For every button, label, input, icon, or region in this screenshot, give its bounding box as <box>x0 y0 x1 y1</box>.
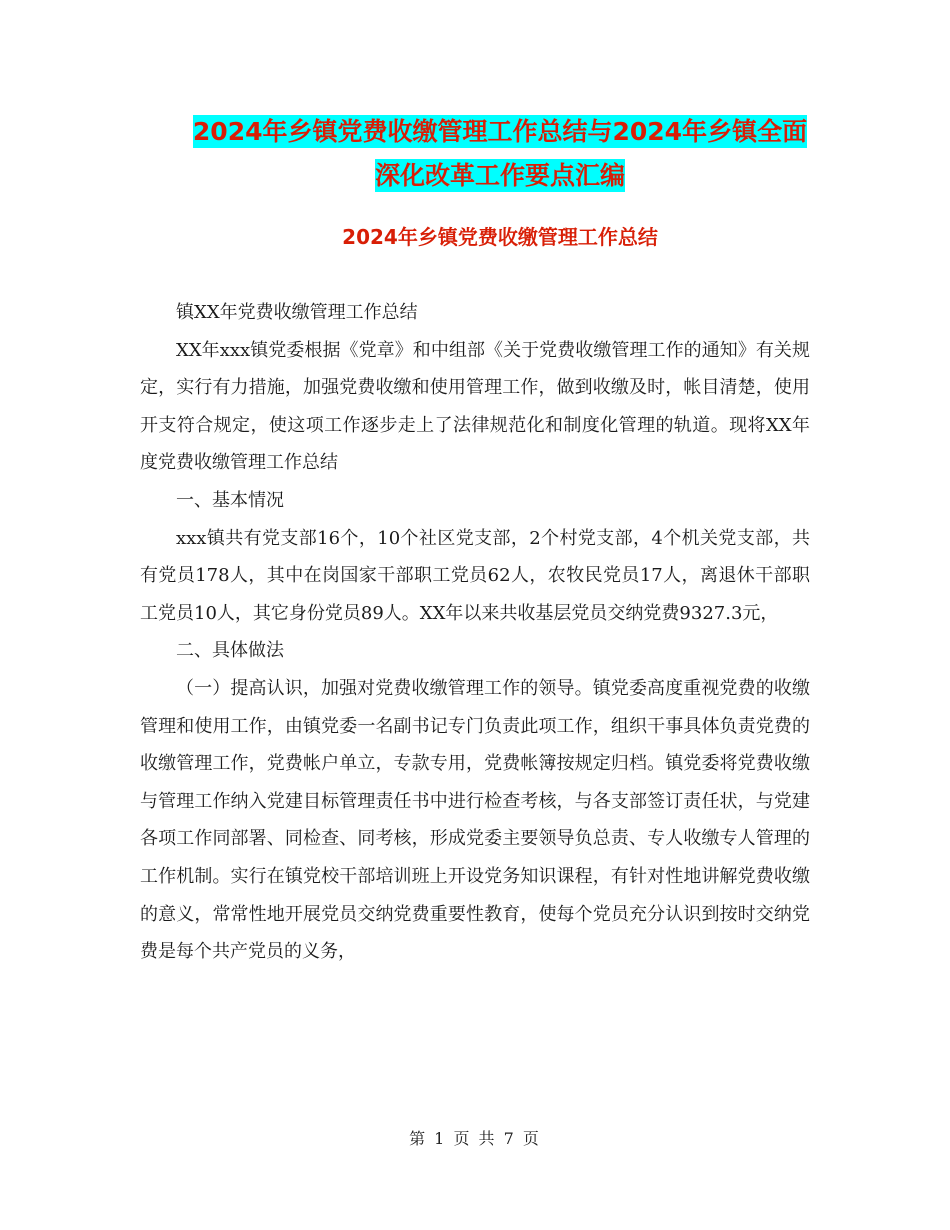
paragraph-subtitle: 镇XX年党费收缴管理工作总结 <box>176 302 418 323</box>
page-footer: 第 1 页 共 7 页 <box>409 1129 541 1148</box>
paragraph-intro: XX年xxx镇党委根据《党章》和中组部《关于党费收缴管理工作的通知》有关规定，实行有力措施，加强党费收缴和使用管理工作，做到收缴及时，帐目清楚，使用开支符合规定，使这项工作逐步走上了法律规范化和制度化管理的轨道。现将XX年度党费收缴管理工作总结 <box>140 339 810 474</box>
paragraph-practice-1: （一）提高认识，加强对党费收缴管理工作的领导。镇党委高度重视党费的收缴管理和使用工作，由镇党委一名副书记专门负责此项工作，组织干事具体负责党费的收缴管理工作，党费帐户单立，专款专用，党费帐簿按规定归档。镇党委将党费收缴与管理工作纳入党建目标管理责任书中进行检查考核，与各支部签订责任状，与党建各项工作同部署、同检查、同考核，形成党委主要领导负总责、专人收缴专人管理的工作机制。实行在镇党校干部培训班上开设党务知识课程，有针对性地讲解党费收缴的意义，常常性地开展党员交纳党费重要性教育，使每个党员充分认识到按时交纳党费是每个共产党员的义务， <box>140 677 810 963</box>
heading-specific-practices: 二、具体做法 <box>176 640 284 662</box>
document-body <box>140 294 810 971</box>
heading-basic-situation: 一、基本情况 <box>176 489 284 511</box>
paragraph-basic-situation: xxx镇共有党支部16个，10个社区党支部，2个村党支部，4个机关党支部，共有党员178人，其中在岗国家干部职工党员62人，农牧民党员17人，离退休干部职工党员10人，其它身份党员89人。XX年以来共收基层党员交纳党费9327.3元， <box>140 527 810 624</box>
document-title-line-1: 2024年乡镇党费收缴管理工作总结与2024年乡镇全面 <box>192 117 808 146</box>
section-title: 2024年乡镇党费收缴管理工作总结 <box>342 225 658 249</box>
document-title-line-2: 深化改革工作要点汇编 <box>374 161 625 190</box>
